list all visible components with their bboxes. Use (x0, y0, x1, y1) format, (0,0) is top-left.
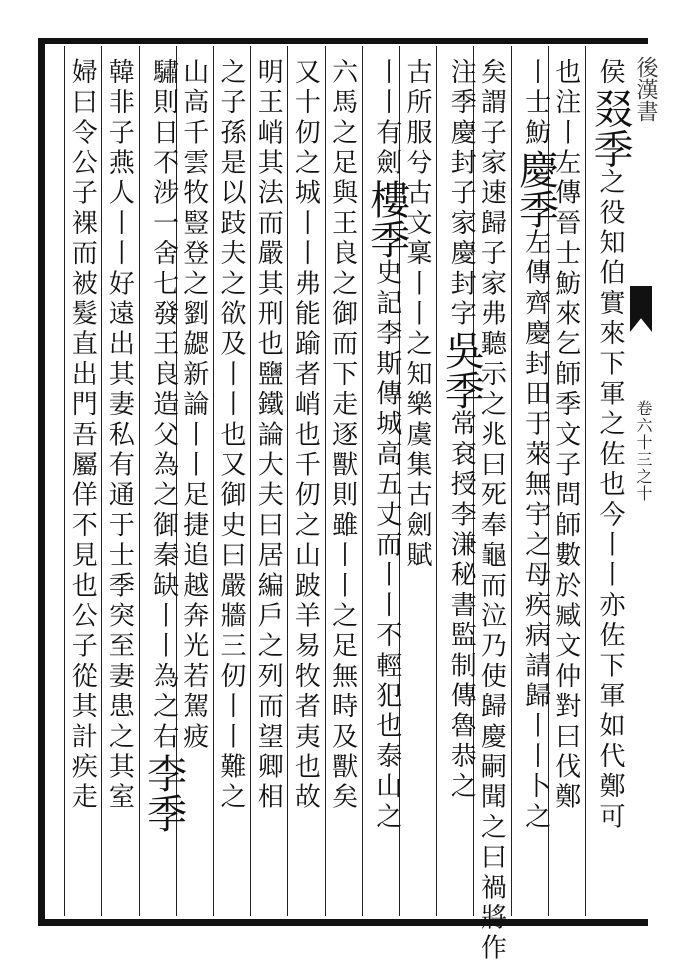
headword: 李季 (140, 752, 187, 833)
column-rule (250, 46, 251, 916)
column-text: 矣謂子家速歸子家弗聽 (476, 58, 507, 360)
column-rule (64, 46, 65, 916)
column-text: 示之兆曰死奉龜而泣乃使歸慶嗣聞之曰禍將作 (476, 360, 507, 964)
column-rule (436, 46, 437, 916)
text-column-4 (476, 58, 507, 964)
column-text: 丨士魴 (520, 58, 551, 149)
column-text: 史記李斯傳城高五丈而丨丨不輕犯也泰山之 (371, 258, 402, 833)
column-text: 也注丨 (550, 58, 581, 149)
column-rule (325, 46, 326, 916)
text-column-14 (104, 58, 135, 813)
column-text: 左傳齊慶封田于萊無宇之母疾病請歸丨丨卜之 (520, 228, 551, 833)
text-column-7 (363, 58, 410, 833)
text-column-9 (290, 58, 321, 813)
text-column-6 (404, 58, 430, 571)
column-text: 山高千雲牧豎登之劉勰新論丨丨足捷追越奔光若駕疲 (178, 58, 209, 753)
column-rule (139, 46, 140, 916)
headword: 慶季 (512, 148, 559, 229)
header-stub-text: 後漢書 (633, 56, 658, 122)
column-text: 六馬之足與王良之御而下走逐獸則雖丨丨之足無時及獸矣 (327, 58, 358, 813)
column-rule (511, 46, 512, 916)
column-rule (585, 46, 586, 916)
volume-label: 卷六十三之十 (634, 400, 653, 502)
column-text: 韓非子燕人丨丨好遠出其妻私有通于士季突至妻患之其室 (104, 58, 135, 813)
column-rule (101, 46, 102, 916)
column-text: 之役知伯實來下軍之佐也今丨丨亦佐下軍如代鄭可 (595, 168, 625, 833)
headword: 叕季 (587, 88, 633, 169)
column-text: 又十仞之城丨丨弗能踰者峭也千仞之山跛羊易牧者夷也故 (290, 58, 321, 813)
column-text: 婦曰令公子裸而被髮直出門吾屬佯不見也公子從其計疾走 (67, 58, 98, 813)
column-text: 常袞授李溓秘書監制傳魯恭之 (446, 409, 477, 803)
text-column-11 (218, 58, 244, 813)
column-rule (362, 46, 363, 916)
text-column-12 (178, 58, 209, 753)
text-column-3 (512, 58, 559, 833)
column-rule (213, 46, 214, 916)
column-text: 明王峭其法而嚴其刑也鹽鐵論大夫曰居編戶之列而望卿相 (253, 58, 284, 813)
column-text: 之子孫是以跂夫之欲及丨丨也又御史曰嚴牆三仞丨丨難之 (216, 58, 246, 813)
text-column-15 (67, 58, 98, 813)
headword: 樓季 (363, 178, 410, 259)
text-column-10 (253, 58, 284, 813)
text-column-13 (140, 58, 187, 833)
text-column-1 (587, 58, 633, 833)
column-text: 左傳晉士魴來乞師季文子問師數於臧文仲對曰伐鄭 (550, 148, 581, 814)
column-text: 驌則日不涉一舍七發王良造父為之御秦缺丨丨為之右 (148, 58, 179, 753)
text-column-5 (438, 58, 485, 803)
column-rule (287, 46, 288, 916)
column-text: 侯 (595, 58, 625, 89)
column-text: 注季慶封子家慶封字 (446, 58, 477, 330)
headword: 吳季 (438, 329, 485, 410)
column-text: 古所服兮 (402, 58, 432, 179)
column-text: 古文稟丨丨之知樂虞集古劍賦 (402, 178, 432, 572)
text-column-8 (327, 58, 358, 813)
column-text: 丨丨有劍 (371, 58, 402, 179)
